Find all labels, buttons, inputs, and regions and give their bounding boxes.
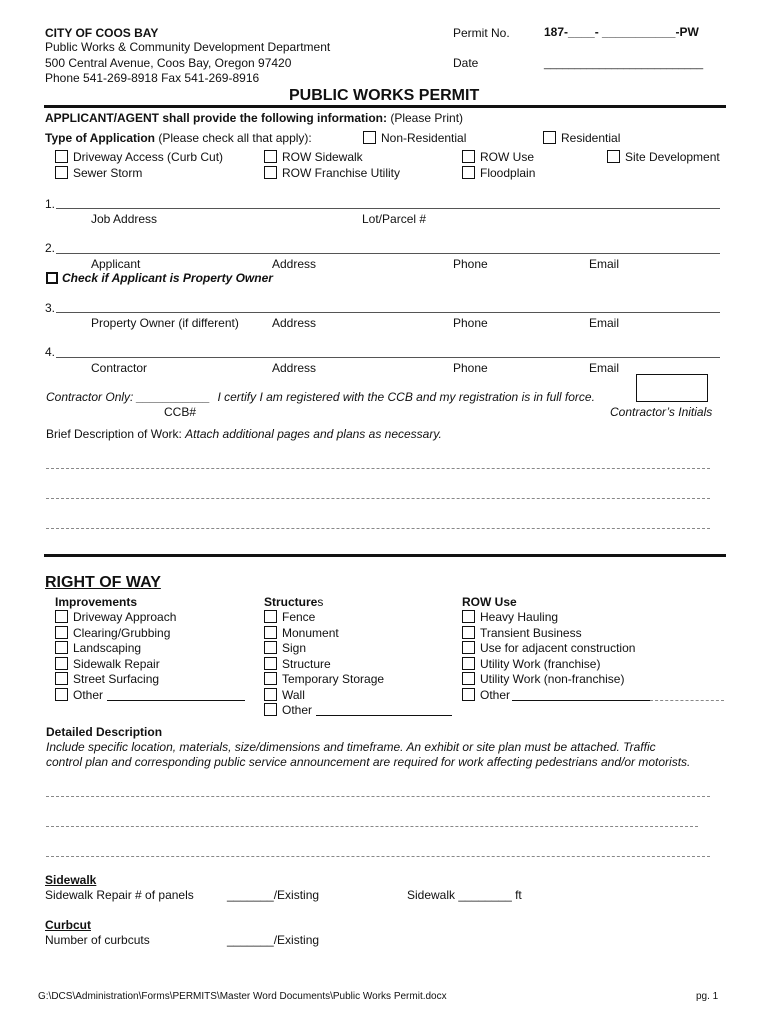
contractor-initials-label: Contractor’s Initials <box>610 405 713 419</box>
line-1-number: 1. <box>45 197 56 211</box>
applicant-address-label: Address <box>272 257 317 271</box>
department: Public Works & Community Development Department <box>45 40 331 54</box>
checkbox-label: Use for adjacent construction <box>480 641 636 655</box>
line-3-field[interactable] <box>56 312 720 313</box>
structure-other-checkbox[interactable] <box>264 703 452 717</box>
checkbox-label: Utility Work (franchise) <box>480 657 601 671</box>
type-row-franchise-checkbox[interactable] <box>264 166 400 180</box>
checkbox-label: Heavy Hauling <box>480 610 559 624</box>
type-row-sidewalk-checkbox[interactable] <box>264 150 363 164</box>
line-4-field[interactable] <box>56 357 720 358</box>
section-rule <box>44 554 726 557</box>
date-label: Date <box>453 56 479 70</box>
application-type <box>45 131 312 145</box>
checkbox-label: Site Development <box>625 150 720 164</box>
residential-checkbox[interactable] <box>543 131 620 145</box>
checkbox-label: Residential <box>561 131 621 145</box>
org-phone: Phone 541-269-8918 Fax 541-269-8916 <box>45 71 260 85</box>
applicant-email-label: Email <box>589 257 620 271</box>
checkbox-label: Other <box>480 688 511 702</box>
contractor-phone-label: Phone <box>453 361 488 375</box>
page-title: PUBLIC WORKS PERMIT <box>289 87 480 104</box>
checkbox-label: Non-Residential <box>381 131 467 145</box>
checkbox-box[interactable] <box>264 166 277 179</box>
checkbox-box[interactable] <box>264 626 277 639</box>
checkbox-label: Street Surfacing <box>73 672 160 686</box>
checkbox-label: Other <box>73 688 104 702</box>
type-site-development-checkbox[interactable] <box>607 150 720 164</box>
detailed-line-1[interactable] <box>46 796 710 797</box>
checkbox-box[interactable] <box>462 672 475 685</box>
checkbox-label: Driveway Approach <box>73 610 177 624</box>
checkbox-label: Clearing/Grubbing <box>73 626 171 640</box>
checkbox-label: Temporary Storage <box>282 672 385 686</box>
line-3-number: 3. <box>45 301 56 315</box>
checkbox-box[interactable] <box>264 150 277 163</box>
checkbox-box[interactable] <box>462 626 475 639</box>
owner-checkbox[interactable] <box>46 271 273 285</box>
lot-parcel-label: Lot/Parcel # <box>362 212 427 226</box>
detailed-text-1: Include specific location, materials, size/dimensions and timeframe. An exhibit or site plan must be attached. Traffic <box>46 740 656 754</box>
structure-fence-checkbox[interactable] <box>264 610 315 624</box>
brief-description-note: Attach additional pages and plans as necessary. <box>185 427 442 441</box>
contractor-only-text: Contractor Only: ___________ <box>46 390 211 404</box>
contractor-label: Contractor <box>91 361 148 375</box>
checkbox-box[interactable] <box>462 150 475 163</box>
checkbox-label: Wall <box>282 688 305 702</box>
improvement-other-field[interactable] <box>107 689 245 701</box>
checkbox-label: Check if Applicant is Property Owner <box>62 271 273 285</box>
sidewalk-panels-field[interactable]: _______/Existing <box>227 888 320 902</box>
non-residential-checkbox[interactable] <box>363 131 466 145</box>
detailed-heading: Detailed Description <box>46 725 163 739</box>
structure-monument-checkbox[interactable] <box>264 626 339 640</box>
job-address-label: Job Address <box>91 212 158 226</box>
contractor-address-label: Address <box>272 361 317 375</box>
structure-temporary-storage-checkbox[interactable] <box>264 672 384 686</box>
row-use-heading: ROW Use <box>462 595 517 609</box>
checkbox-label: Landscaping <box>73 641 142 655</box>
org-address: 500 Central Avenue, Coos Bay, Oregon 97420 <box>45 56 292 70</box>
applicant-phone-label: Phone <box>453 257 488 271</box>
applicant-heading-note: (Please Print) <box>390 111 464 125</box>
permit-no-label: Permit No. <box>453 26 510 40</box>
checkbox-box[interactable] <box>55 688 68 701</box>
improvement-driveway-checkbox[interactable] <box>55 610 176 624</box>
checkbox-box[interactable] <box>264 610 277 623</box>
checkbox-box[interactable] <box>55 610 68 623</box>
structure-structure-checkbox[interactable] <box>264 657 331 671</box>
detailed-text-2: control plan and corresponding public service announcement are required for work affecting pedestrians and/or motorists. <box>46 755 691 769</box>
brief-description-label <box>46 427 442 441</box>
curbcut-field[interactable]: _______/Existing <box>227 933 320 947</box>
brief-description-text: Brief Description of Work: <box>46 427 182 441</box>
rowuse-adjacent-construction-checkbox[interactable] <box>462 641 635 655</box>
owner-email-label: Email <box>589 316 620 330</box>
improvement-other-checkbox[interactable] <box>55 688 245 702</box>
checkbox-label: ROW Sidewalk <box>282 150 363 164</box>
rowuse-transient-business-checkbox[interactable] <box>462 626 582 640</box>
rowuse-other-field-extra[interactable] <box>650 689 724 701</box>
applicant-heading <box>45 111 463 125</box>
contractor-initials-box[interactable] <box>636 374 708 402</box>
brief-line-3[interactable] <box>46 528 710 529</box>
checkbox-box[interactable] <box>264 641 277 654</box>
checkbox-box[interactable] <box>55 166 68 179</box>
improvement-street-surfacing-checkbox[interactable] <box>55 672 159 686</box>
property-owner-label: Property Owner (if different) <box>91 316 239 330</box>
application-type-label: Type of Application <box>45 131 155 145</box>
owner-address-label: Address <box>272 316 317 330</box>
line-2-field[interactable] <box>56 253 720 254</box>
checkbox-label: Floodplain <box>480 166 536 180</box>
type-floodplain-checkbox[interactable] <box>462 166 535 180</box>
brief-line-2[interactable] <box>46 498 710 499</box>
structure-other-field[interactable] <box>316 704 452 716</box>
checkbox-box[interactable] <box>264 672 277 685</box>
checkbox-label: Monument <box>282 626 339 640</box>
brief-line-1[interactable] <box>46 468 710 469</box>
checkbox-box[interactable] <box>264 657 277 670</box>
checkbox-box[interactable] <box>462 166 475 179</box>
permit-no-field[interactable]: 187-____- ___________-PW <box>544 25 699 39</box>
checkbox-box[interactable] <box>462 657 475 670</box>
checkbox-box[interactable] <box>264 703 277 716</box>
checkbox-box[interactable] <box>462 688 475 701</box>
checkbox-label: ROW Franchise Utility <box>282 166 401 180</box>
improvement-clearing-checkbox[interactable] <box>55 626 170 640</box>
page-number: pg. 1 <box>696 991 719 1002</box>
type-sewer-storm-checkbox[interactable] <box>55 166 142 180</box>
title-rule <box>44 105 726 108</box>
ccb-label: CCB# <box>164 405 197 419</box>
checkbox-box[interactable] <box>543 131 556 144</box>
checkbox-box[interactable] <box>55 641 68 654</box>
structures-heading-bold: Structure <box>264 595 318 609</box>
structures-heading <box>264 595 323 609</box>
checkbox-label: Utility Work (non-franchise) <box>480 672 625 686</box>
checkbox-label: Structure <box>282 657 331 671</box>
curbcut-heading: Curbcut <box>45 918 91 932</box>
org-name: CITY OF COOS BAY <box>45 26 159 40</box>
rowuse-other-checkbox[interactable] <box>462 688 724 702</box>
rowuse-utility-non-franchise-checkbox[interactable] <box>462 672 624 686</box>
checkbox-label: Driveway Access (Curb Cut) <box>73 150 224 164</box>
structure-wall-checkbox[interactable] <box>264 688 305 702</box>
line-4-number: 4. <box>45 345 56 359</box>
checkbox-label: ROW Use <box>480 150 534 164</box>
contractor-only-label <box>46 390 595 404</box>
rowuse-heavy-hauling-checkbox[interactable] <box>462 610 558 624</box>
owner-phone-label: Phone <box>453 316 488 330</box>
applicant-label: Applicant <box>91 257 141 271</box>
detailed-line-2[interactable] <box>46 826 698 827</box>
application-type-note: (Please check all that apply): <box>158 131 312 145</box>
type-row-use-checkbox[interactable] <box>462 150 534 164</box>
footer-path: G:\DCS\Administration\Forms\PERMITS\Master Word Documents\Public Works Permit.docx <box>38 991 447 1002</box>
line-2-number: 2. <box>45 241 56 255</box>
contractor-statement: I certify I am registered with the CCB and my registration is in full force. <box>217 390 595 404</box>
sidewalk-heading: Sidewalk <box>45 873 97 887</box>
rowuse-utility-franchise-checkbox[interactable] <box>462 657 600 671</box>
applicant-heading-text: APPLICANT/AGENT shall provide the following information: <box>45 111 387 125</box>
curbcut-label: Number of curbcuts <box>45 933 150 947</box>
date-field[interactable]: __________________________ <box>544 58 704 70</box>
sidewalk-ft-field[interactable]: Sidewalk ________ ft <box>407 888 522 902</box>
checkbox-label: Sign <box>282 641 307 655</box>
checkbox-box[interactable] <box>363 131 376 144</box>
checkbox-box[interactable] <box>462 610 475 623</box>
improvement-sidewalk-repair-checkbox[interactable] <box>55 657 160 671</box>
checkbox-label: Sidewalk Repair <box>73 657 160 671</box>
checkbox-label: Sewer Storm <box>73 166 143 180</box>
checkbox-box[interactable] <box>55 626 68 639</box>
checkbox-label: Other <box>282 703 313 717</box>
improvement-landscaping-checkbox[interactable] <box>55 641 141 655</box>
improvements-heading: Improvements <box>55 595 138 609</box>
checkbox-box[interactable] <box>55 672 68 685</box>
checkbox-box[interactable] <box>607 150 620 163</box>
checkbox-box[interactable] <box>55 150 68 163</box>
checkbox-label: Transient Business <box>480 626 582 640</box>
sidewalk-panels-label: Sidewalk Repair # of panels <box>45 888 194 902</box>
checkbox-label: Fence <box>282 610 316 624</box>
checkbox-box[interactable] <box>55 657 68 670</box>
detailed-line-3[interactable] <box>46 856 710 857</box>
structures-heading-suffix: s <box>317 595 324 609</box>
checkbox-box[interactable] <box>46 272 58 284</box>
checkbox-box[interactable] <box>264 688 277 701</box>
structure-sign-checkbox[interactable] <box>264 641 306 655</box>
checkbox-box[interactable] <box>462 641 475 654</box>
line-1-field[interactable] <box>56 208 720 209</box>
row-title: RIGHT OF WAY <box>45 574 161 591</box>
type-driveway-checkbox[interactable] <box>55 150 223 164</box>
rowuse-other-field[interactable] <box>512 689 650 701</box>
contractor-email-label: Email <box>589 361 620 375</box>
